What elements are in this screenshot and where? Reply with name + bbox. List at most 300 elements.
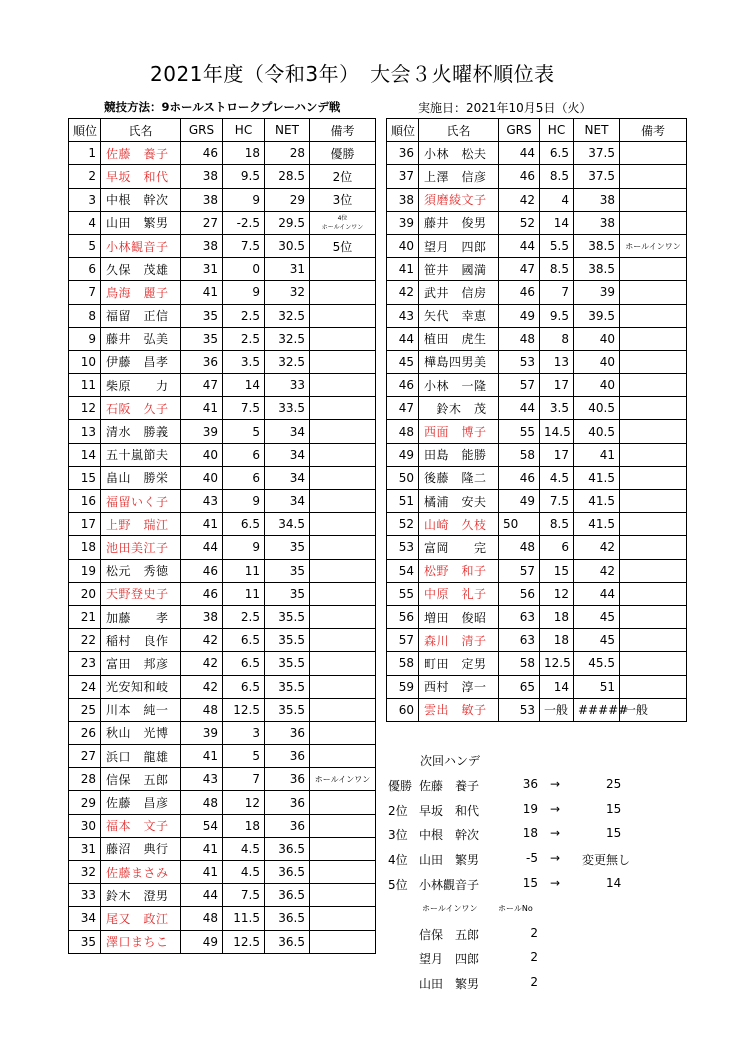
table-row — [69, 188, 376, 211]
player-name: 早坂 和代 — [419, 803, 480, 818]
player-name: 笹井 國満 — [419, 258, 499, 281]
hc-cell: 0 — [223, 258, 265, 281]
table-row — [69, 698, 376, 721]
rank-cell: 48 — [387, 420, 419, 443]
note-cell — [620, 466, 687, 489]
player-name: 早坂 和代 — [101, 165, 181, 188]
player-name: 佐藤 養子 — [101, 142, 181, 165]
grs-cell: 41 — [181, 281, 223, 304]
rank-cell: 49 — [387, 443, 419, 466]
grs-cell: 43 — [181, 490, 223, 513]
rank-cell: 34 — [69, 907, 101, 930]
table-row — [387, 350, 687, 373]
hc-cell: 9 — [223, 536, 265, 559]
grs-cell: 63 — [499, 629, 540, 652]
rank-cell: 57 — [387, 629, 419, 652]
next-hc: 14 — [606, 875, 622, 890]
table-row — [387, 234, 687, 257]
note-header: 備考 — [310, 119, 376, 142]
hc-cell: 17 — [540, 374, 574, 397]
hole-in-one-heading: ホールインワン — [422, 903, 478, 913]
net-cell: 35.5 — [265, 605, 310, 628]
hc-cell: 7.5 — [223, 397, 265, 420]
rank-cell: 43 — [387, 304, 419, 327]
rank-cell: 8 — [69, 304, 101, 327]
note-cell — [310, 629, 376, 652]
net-cell: 33 — [265, 374, 310, 397]
table-row — [387, 536, 687, 559]
table-row — [387, 165, 687, 188]
table-row — [69, 142, 376, 165]
player-name: 富田 邦彦 — [101, 652, 181, 675]
hc-cell: 13 — [540, 350, 574, 373]
table-row — [69, 605, 376, 628]
note-cell — [310, 861, 376, 884]
net-cell: 36.5 — [265, 884, 310, 907]
hc-cell: 9.5 — [223, 165, 265, 188]
table-row — [69, 582, 376, 605]
net-cell: 36.5 — [265, 861, 310, 884]
table-row — [69, 327, 376, 350]
note-cell — [310, 350, 376, 373]
hc-cell: 7.5 — [540, 490, 574, 513]
net-cell: 35.5 — [265, 629, 310, 652]
hc-cell: 12.5 — [223, 930, 265, 953]
hc-cell: 11.5 — [223, 907, 265, 930]
hc-cell: 18 — [223, 814, 265, 837]
table-row — [69, 814, 376, 837]
net-cell: 45.5 — [574, 652, 620, 675]
note-cell — [310, 884, 376, 907]
current-hc: -5 — [526, 851, 538, 866]
rank-cell: 13 — [69, 420, 101, 443]
net-cell: 33.5 — [265, 397, 310, 420]
hc-cell: 14 — [223, 374, 265, 397]
table-row — [387, 559, 687, 582]
grs-cell: 44 — [181, 536, 223, 559]
rank-cell: 1 — [69, 142, 101, 165]
table-row — [69, 861, 376, 884]
player-name: 信保 五郎 — [101, 768, 181, 791]
rank-cell: 33 — [69, 884, 101, 907]
net-cell: 40.5 — [574, 420, 620, 443]
hc-cell: 3.5 — [540, 397, 574, 420]
rank-cell: 10 — [69, 350, 101, 373]
note-cell — [620, 652, 687, 675]
hc-cell: 12.5 — [540, 652, 574, 675]
rank-cell: 50 — [387, 466, 419, 489]
rank-cell: 9 — [69, 327, 101, 350]
note-cell — [620, 629, 687, 652]
net-cell: 28.5 — [265, 165, 310, 188]
player-name: 伊藤 昌孝 — [101, 350, 181, 373]
grs-cell: 31 — [181, 258, 223, 281]
table-row — [387, 258, 687, 281]
page-title: 2021年度（令和3年） 大会３火曜杯順位表 — [150, 62, 555, 86]
grs-cell: 49 — [499, 490, 540, 513]
net-cell: 32 — [265, 281, 310, 304]
hc-cell: 5 — [223, 745, 265, 768]
player-name: 天野登史子 — [101, 582, 181, 605]
table-row — [69, 490, 376, 513]
net-cell: 35.5 — [265, 675, 310, 698]
player-name: 畠山 勝栄 — [101, 466, 181, 489]
table-row — [69, 559, 376, 582]
rank-cell: 25 — [69, 698, 101, 721]
hc-cell: 4.5 — [223, 861, 265, 884]
player-name: 福本 文子 — [101, 814, 181, 837]
rank-cell: 17 — [69, 513, 101, 536]
net-cell: 34 — [265, 466, 310, 489]
note-cell: ホールインワン — [310, 768, 376, 791]
grs-cell: 35 — [181, 304, 223, 327]
current-hc: 36 — [522, 776, 538, 791]
table-row — [69, 350, 376, 373]
arrow-icon: → — [550, 875, 561, 890]
table-row — [69, 258, 376, 281]
grs-cell: 39 — [181, 721, 223, 744]
player-name: 松元 秀徳 — [101, 559, 181, 582]
player-name: 町田 定男 — [419, 652, 499, 675]
note-cell — [620, 165, 687, 188]
player-name: 増田 俊昭 — [419, 605, 499, 628]
rank-cell: 32 — [69, 861, 101, 884]
hc-cell: 9.5 — [540, 304, 574, 327]
player-name: 佐藤まさみ — [101, 861, 181, 884]
hc-cell: 3 — [223, 721, 265, 744]
player-name: 後藤 隆二 — [419, 466, 499, 489]
player-name: 上野 瑞江 — [101, 513, 181, 536]
net-cell: 34.5 — [265, 513, 310, 536]
net-cell: 29.5 — [265, 211, 310, 234]
hc-cell: 2.5 — [223, 605, 265, 628]
note-cell — [310, 652, 376, 675]
player-name: 加藤 孝 — [101, 605, 181, 628]
hc-cell: 12.5 — [223, 698, 265, 721]
rank-cell: 2 — [69, 165, 101, 188]
net-cell: 36 — [265, 745, 310, 768]
current-hc: 15 — [522, 875, 538, 890]
net-cell: 28 — [265, 142, 310, 165]
grs-cell: 48 — [181, 791, 223, 814]
note-cell — [310, 559, 376, 582]
net-cell: 41.5 — [574, 490, 620, 513]
net-cell: 40.5 — [574, 397, 620, 420]
table-header-row — [387, 119, 687, 142]
place-label: 4位 — [388, 853, 408, 868]
net-cell: 31 — [265, 258, 310, 281]
hc-cell: 一般 — [540, 698, 574, 721]
rank-cell: 59 — [387, 675, 419, 698]
player-name: 上澤 信彦 — [419, 165, 499, 188]
table-row — [69, 930, 376, 953]
net-cell: 40 — [574, 327, 620, 350]
note-cell: 5位 — [310, 234, 376, 257]
net-cell: 36 — [265, 768, 310, 791]
rank-cell: 19 — [69, 559, 101, 582]
player-name: 植田 虎生 — [419, 327, 499, 350]
grs-cell: 42 — [499, 188, 540, 211]
note-cell — [620, 374, 687, 397]
hc-cell: 6 — [223, 466, 265, 489]
standings-table-right — [386, 118, 687, 722]
rank-cell: 26 — [69, 721, 101, 744]
current-hc: 19 — [522, 801, 538, 816]
rank-cell: 31 — [69, 837, 101, 860]
next-hc: 15 — [606, 826, 622, 841]
player-name: 藤井 俊男 — [419, 211, 499, 234]
rank-cell: 23 — [69, 652, 101, 675]
hc-header: HC — [540, 119, 574, 142]
hc-cell: 6.5 — [223, 629, 265, 652]
player-name: 信保 五郎 — [419, 927, 480, 942]
rank-cell: 55 — [387, 582, 419, 605]
name-header: 氏名 — [101, 119, 181, 142]
net-cell: 38.5 — [574, 234, 620, 257]
net-cell: 34 — [265, 443, 310, 466]
player-name: 尾又 政江 — [101, 907, 181, 930]
grs-cell: 42 — [181, 652, 223, 675]
grs-cell: 63 — [499, 605, 540, 628]
hc-cell: 4 — [540, 188, 574, 211]
hole-number: 2 — [530, 925, 538, 940]
net-cell: 32.5 — [265, 327, 310, 350]
rank-cell: 41 — [387, 258, 419, 281]
next-handicap-row — [386, 822, 686, 847]
note-cell: 2位 — [310, 165, 376, 188]
grs-cell: 58 — [499, 443, 540, 466]
hole-no-heading: ホールNo — [498, 903, 533, 913]
event-date: 実施日：2021年10月5日（火） — [418, 101, 592, 115]
note-cell — [310, 304, 376, 327]
grs-cell: 38 — [181, 605, 223, 628]
player-name: 小林 松夫 — [419, 142, 499, 165]
hc-cell: 6.5 — [223, 675, 265, 698]
net-cell: 35 — [265, 536, 310, 559]
table-row — [69, 675, 376, 698]
grs-cell: 38 — [181, 188, 223, 211]
player-name: 雲出 敏子 — [419, 698, 499, 721]
player-name: 望月 四郎 — [419, 234, 499, 257]
player-name: 西村 淳一 — [419, 675, 499, 698]
net-cell: ##### — [574, 698, 620, 721]
hc-cell: 15 — [540, 559, 574, 582]
player-name: 山崎 久枝 — [419, 513, 499, 536]
rank-cell: 38 — [387, 188, 419, 211]
note-cell — [310, 443, 376, 466]
rank-cell: 53 — [387, 536, 419, 559]
note-cell — [310, 513, 376, 536]
grs-cell: 54 — [181, 814, 223, 837]
competition-method: 競技方法：9ホールストロークプレーハンデ戦 — [104, 100, 341, 114]
rank-cell: 30 — [69, 814, 101, 837]
name-header: 氏名 — [419, 119, 499, 142]
grs-cell: 38 — [181, 165, 223, 188]
note-header: 備考 — [620, 119, 687, 142]
grs-cell: 44 — [181, 884, 223, 907]
note-cell — [620, 142, 687, 165]
rank-cell: 56 — [387, 605, 419, 628]
rank-cell: 12 — [69, 397, 101, 420]
grs-cell: 38 — [181, 234, 223, 257]
rank-cell: 52 — [387, 513, 419, 536]
note-cell — [620, 304, 687, 327]
next-handicap-heading: 次回ハンデ — [420, 754, 481, 768]
net-cell: 40 — [574, 350, 620, 373]
table-row — [69, 374, 376, 397]
player-name: 光安知和岐 — [101, 675, 181, 698]
grs-cell: 39 — [181, 420, 223, 443]
hole-in-one-row — [386, 971, 686, 996]
hc-header: HC — [223, 119, 265, 142]
grs-cell: 58 — [499, 652, 540, 675]
note-cell — [620, 605, 687, 628]
table-row — [69, 907, 376, 930]
note-cell — [620, 536, 687, 559]
hc-cell: 7 — [540, 281, 574, 304]
player-name: 小林觀音子 — [419, 877, 480, 892]
hc-cell: 14 — [540, 675, 574, 698]
hc-cell: 9 — [223, 188, 265, 211]
grs-cell: 41 — [181, 861, 223, 884]
grs-cell: 47 — [181, 374, 223, 397]
player-name: 秋山 光博 — [101, 721, 181, 744]
rank-cell: 11 — [69, 374, 101, 397]
hc-cell: 8 — [540, 327, 574, 350]
net-cell: 38 — [574, 188, 620, 211]
hc-cell: 12 — [223, 791, 265, 814]
note-cell — [310, 582, 376, 605]
net-cell: 36 — [265, 721, 310, 744]
hole-in-one-row — [386, 946, 686, 971]
net-cell: 39.5 — [574, 304, 620, 327]
net-cell: 29 — [265, 188, 310, 211]
place-label: 3位 — [388, 828, 408, 843]
grs-cell: 43 — [181, 768, 223, 791]
table-row — [387, 652, 687, 675]
player-name: 矢代 幸恵 — [419, 304, 499, 327]
rank-cell: 14 — [69, 443, 101, 466]
grs-cell: 65 — [499, 675, 540, 698]
table-row — [69, 652, 376, 675]
player-name: 富岡 完 — [419, 536, 499, 559]
rank-cell: 29 — [69, 791, 101, 814]
rank-cell: 36 — [387, 142, 419, 165]
next-hc: 25 — [606, 776, 622, 791]
hc-cell: 6.5 — [223, 652, 265, 675]
player-name: 松野 和子 — [419, 559, 499, 582]
hc-cell: 8.5 — [540, 258, 574, 281]
note-cell — [310, 327, 376, 350]
next-handicap-row — [386, 773, 686, 798]
net-cell: 36.5 — [265, 907, 310, 930]
player-name: 佐藤 養子 — [419, 778, 480, 793]
grs-cell: 52 — [499, 211, 540, 234]
player-name: 柴原 力 — [101, 374, 181, 397]
note-cell — [620, 211, 687, 234]
table-row — [387, 420, 687, 443]
note-cell: 3位 — [310, 188, 376, 211]
net-cell: 35 — [265, 582, 310, 605]
note-cell — [620, 420, 687, 443]
next-hc: 変更無し — [582, 853, 631, 868]
rank-cell: 21 — [69, 605, 101, 628]
player-name: 藤井 弘美 — [101, 327, 181, 350]
standings-table-left — [68, 118, 376, 954]
note-cell: 優勝 — [310, 142, 376, 165]
table-row — [387, 443, 687, 466]
note-cell — [310, 490, 376, 513]
rank-cell: 35 — [69, 930, 101, 953]
net-cell: 35.5 — [265, 698, 310, 721]
grs-cell: 27 — [181, 211, 223, 234]
hc-cell: 5.5 — [540, 234, 574, 257]
table-header-row — [69, 119, 376, 142]
grs-header: GRS — [499, 119, 540, 142]
place-label: 2位 — [388, 803, 408, 818]
rank-cell: 28 — [69, 768, 101, 791]
player-name: 浜口 龍雄 — [101, 745, 181, 768]
table-row — [69, 791, 376, 814]
arrow-icon: → — [550, 776, 561, 791]
rank-cell: 54 — [387, 559, 419, 582]
rank-cell: 39 — [387, 211, 419, 234]
note-cell — [620, 559, 687, 582]
grs-cell: 46 — [499, 466, 540, 489]
hc-cell: 18 — [540, 605, 574, 628]
hc-cell: 2.5 — [223, 304, 265, 327]
note-cell — [620, 258, 687, 281]
player-name: 清水 勝義 — [101, 420, 181, 443]
table-row — [387, 605, 687, 628]
note-cell — [310, 374, 376, 397]
hc-cell: 8.5 — [540, 513, 574, 536]
hc-cell: 4.5 — [540, 466, 574, 489]
rank-cell: 58 — [387, 652, 419, 675]
table-row — [69, 234, 376, 257]
grs-cell: 40 — [181, 443, 223, 466]
player-name: 福留 正信 — [101, 304, 181, 327]
grs-cell: 46 — [499, 165, 540, 188]
grs-cell: 47 — [499, 258, 540, 281]
hc-cell: 3.5 — [223, 350, 265, 373]
player-name: 武井 信房 — [419, 281, 499, 304]
player-name: 石阪 久子 — [101, 397, 181, 420]
note-cell — [310, 930, 376, 953]
player-name: 山田 繁男 — [419, 853, 480, 868]
hc-cell: 17 — [540, 443, 574, 466]
table-row — [69, 837, 376, 860]
player-name: 山田 繁男 — [419, 977, 480, 992]
net-cell: 35.5 — [265, 652, 310, 675]
player-name: 藤沼 典行 — [101, 837, 181, 860]
hc-cell: 12 — [540, 582, 574, 605]
player-name: 西面 博子 — [419, 420, 499, 443]
table-row — [69, 629, 376, 652]
table-row — [387, 327, 687, 350]
player-name: 田島 能勝 — [419, 443, 499, 466]
player-name: 川本 純一 — [101, 698, 181, 721]
grs-cell: 44 — [499, 234, 540, 257]
table-row — [387, 304, 687, 327]
note-cell — [310, 814, 376, 837]
note-cell — [310, 281, 376, 304]
next-handicap-section — [386, 748, 686, 996]
table-row — [387, 698, 687, 721]
rank-cell: 37 — [387, 165, 419, 188]
net-cell: 32.5 — [265, 350, 310, 373]
player-name: 佐藤 昌彦 — [101, 791, 181, 814]
